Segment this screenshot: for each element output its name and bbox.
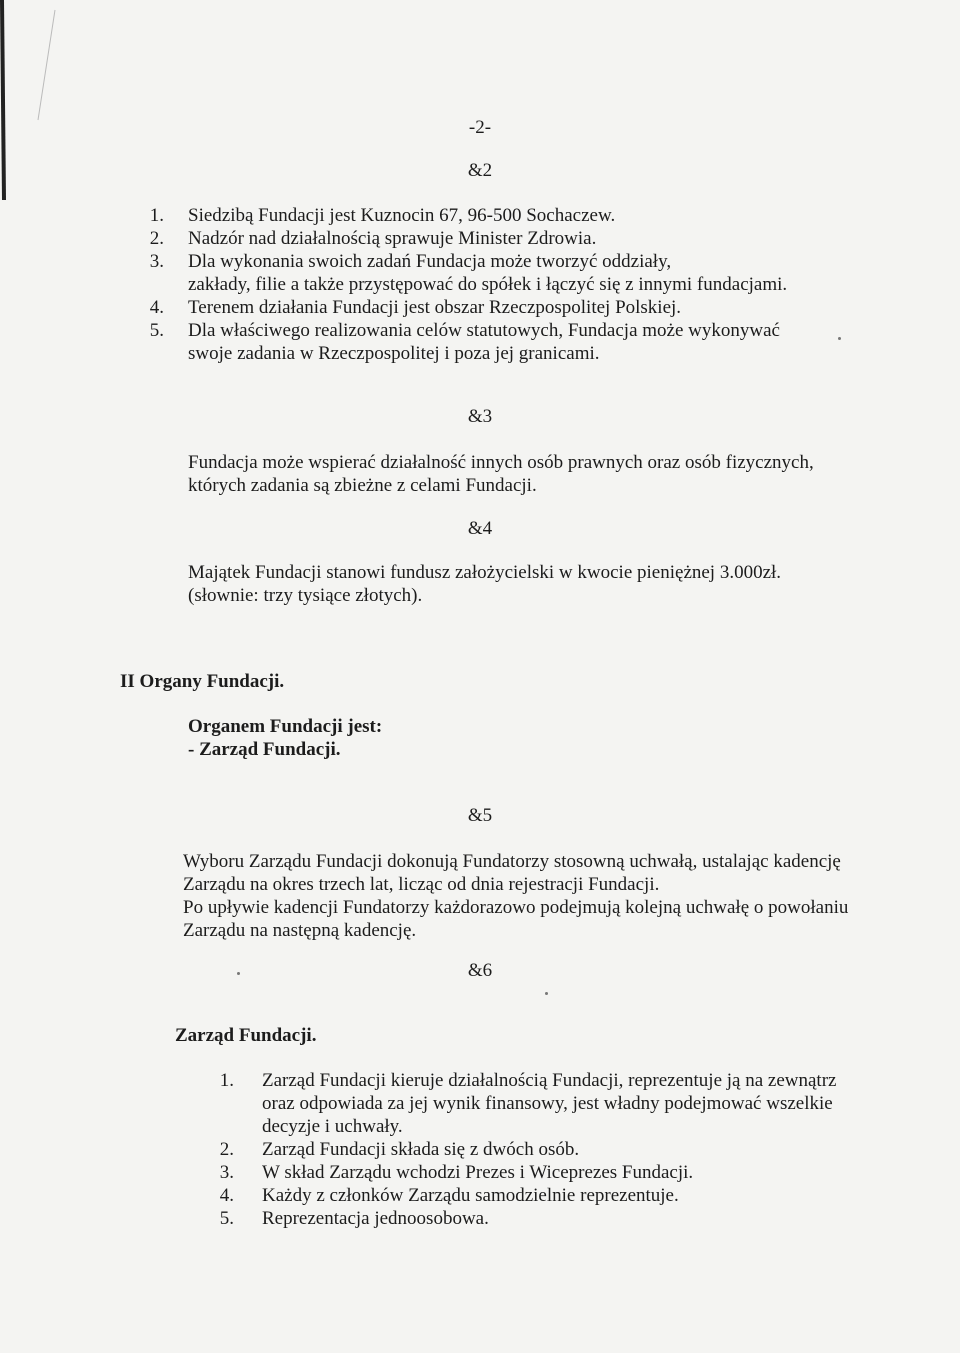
paragraph-line: Majątek Fundacji stanowi fundusz założycielski w kwocie pieniężnej 3.000zł.	[188, 562, 782, 583]
list-number: 2.	[219, 1139, 234, 1160]
list-item-text: zakłady, filie a także przystępować do spółek i łączyć się z innymi fundacjami.	[188, 274, 788, 295]
list-number: 1.	[219, 1070, 234, 1091]
section-heading-5: &5	[467, 805, 493, 826]
list-number: 2.	[149, 228, 164, 249]
organ-item: - Zarząd Fundacji.	[188, 739, 341, 760]
paragraph-line: Wyboru Zarządu Fundacji dokonują Fundatorzy stosowną uchwałą, ustalając kadencję	[183, 851, 841, 872]
list-item-text: Siedzibą Fundacji jest Kuznocin 67, 96-500 Sochaczew.	[188, 205, 616, 226]
list-item-text: Terenem działania Fundacji jest obszar Rzeczpospolitej Polskiej.	[188, 297, 682, 318]
list-number: 3.	[149, 251, 164, 272]
section-heading-3: &3	[467, 406, 493, 427]
list-number: 5.	[149, 320, 164, 341]
chapter-title: II Organy Fundacji.	[120, 671, 285, 692]
paragraph-line: Po upływie kadencji Fundatorzy każdorazowo podejmują kolejną uchwałę o powołaniu	[183, 897, 849, 918]
list-item-text: oraz odpowiada za jej wynik finansowy, jest władny podejmować wszelkie	[262, 1093, 833, 1114]
list-number: 3.	[219, 1162, 234, 1183]
organ-label: Organem Fundacji jest:	[188, 716, 383, 737]
paragraph-line: których zadania są zbieżne z celami Fundacji.	[188, 475, 537, 496]
list-item-text: Zarząd Fundacji składa się z dwóch osób.	[262, 1139, 580, 1160]
paragraph-line: Zarządu na następną kadencję.	[183, 920, 417, 941]
section-subtitle: Zarząd Fundacji.	[175, 1025, 317, 1046]
scan-speck	[237, 972, 240, 975]
paragraph-line: (słownie: trzy tysiące złotych).	[188, 585, 423, 606]
page-number: -2-	[468, 117, 492, 138]
scan-speck	[545, 992, 548, 995]
list-number: 5.	[219, 1208, 234, 1229]
list-number: 4.	[149, 297, 164, 318]
section-heading-2: &2	[467, 160, 493, 181]
list-item-text: W skład Zarządu wchodzi Prezes i Wiceprezes Fundacji.	[262, 1162, 694, 1183]
list-item-text: Każdy z członków Zarządu samodzielnie reprezentuje.	[262, 1185, 679, 1206]
list-item-text: swoje zadania w Rzeczpospolitej i poza jej granicami.	[188, 343, 600, 364]
paragraph-line: Zarządu na okres trzech lat, licząc od dnia rejestracji Fundacji.	[183, 874, 660, 895]
list-item-text: Zarząd Fundacji kieruje działalnością Fundacji, reprezentuje ją na zewnątrz	[262, 1070, 837, 1091]
list-item-text: Nadzór nad działalnością sprawuje Minister Zdrowia.	[188, 228, 597, 249]
section-heading-6: &6	[467, 960, 493, 981]
section-heading-4: &4	[467, 518, 493, 539]
list-item-text: Dla wykonania swoich zadań Fundacja może tworzyć oddziały,	[188, 251, 672, 272]
list-number: 4.	[219, 1185, 234, 1206]
list-item-text: decyzje i uchwały.	[262, 1116, 403, 1137]
paragraph-line: Fundacja może wspierać działalność innych osób prawnych oraz osób fizycznych,	[188, 452, 814, 473]
list-item-text: Dla właściwego realizowania celów statutowych, Fundacja może wykonywać	[188, 320, 780, 341]
scan-speck	[838, 337, 841, 340]
list-item-text: Reprezentacja jednoosobowa.	[262, 1208, 489, 1229]
list-number: 1.	[149, 205, 164, 226]
